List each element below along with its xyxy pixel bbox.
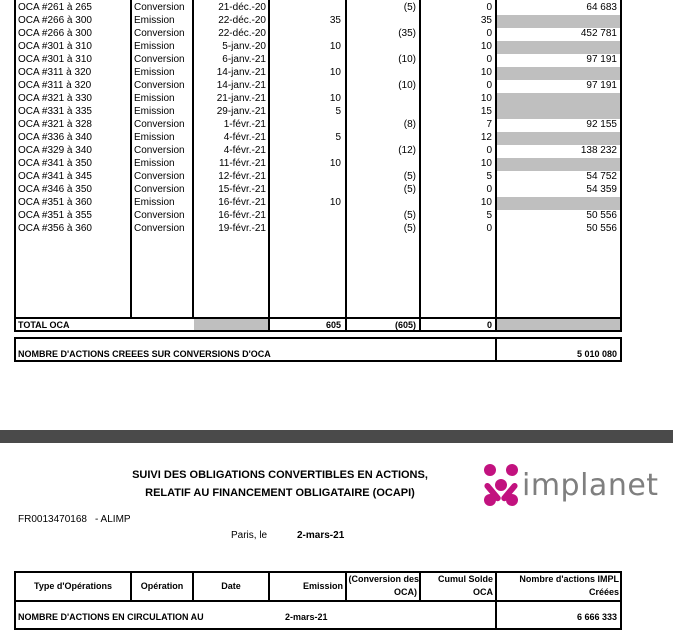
total-gray-cell — [194, 319, 268, 330]
cell-type: OCA #341 à 350 — [18, 158, 92, 169]
cell-conversion: (5) — [403, 184, 416, 195]
cell-type: OCA #331 à 335 — [18, 106, 92, 117]
cell-conversion: (5) — [403, 2, 416, 13]
place-label: Paris, le — [231, 530, 268, 541]
total-conversion: (605) — [394, 320, 416, 330]
summary-label: NOMBRE D'ACTIONS CREEES SUR CONVERSIONS D'OCA — [18, 349, 271, 359]
cell-operation: Emission — [134, 158, 175, 169]
col-border — [14, 0, 16, 331]
cell-date: 22-déc.-20 — [218, 28, 266, 39]
cell-cumul: 0 — [486, 80, 492, 91]
cell-date: 19-févr.-21 — [218, 223, 266, 234]
cell-date: 6-janv.-21 — [222, 54, 266, 65]
implanet-logo — [480, 462, 659, 510]
cell-date: 22-déc.-20 — [218, 15, 266, 26]
cell-cumul: 12 — [480, 132, 492, 143]
cell-emission: 35 — [329, 15, 341, 26]
cell-emission: 10 — [329, 93, 341, 104]
cell-date: 4-févr.-21 — [223, 132, 266, 143]
cell-date: 4-févr.-21 — [223, 145, 266, 156]
cell-cumul: 10 — [480, 158, 492, 169]
col-border — [620, 0, 622, 331]
cell-date: 21-janv.-21 — [216, 93, 266, 104]
cell-cumul: 5 — [486, 171, 492, 182]
cell-type: OCA #321 à 328 — [18, 119, 92, 130]
cell-cumul: 0 — [486, 28, 492, 39]
circulation-label: NOMBRE D'ACTIONS EN CIRCULATION AU — [18, 612, 204, 622]
summary-value: 5 010 080 — [576, 349, 617, 359]
cell-date: 21-déc.-20 — [218, 2, 266, 13]
cell-conversion: (5) — [403, 171, 416, 182]
col-header-cumul-l2: OCA — [473, 587, 493, 597]
cell-type: OCA #351 à 355 — [18, 210, 92, 221]
cell-conversion: (8) — [403, 119, 416, 130]
cell-type: OCA #261 à 265 — [18, 2, 92, 13]
cell-emission: 10 — [329, 197, 341, 208]
cell-actions: 97 191 — [586, 80, 617, 91]
cell-type: OCA #329 à 340 — [18, 145, 92, 156]
col-header-conversion-l1: (Conversion des — [348, 574, 419, 584]
cell-type: OCA #351 à 360 — [18, 197, 92, 208]
cell-operation: Conversion — [134, 223, 185, 234]
col-header-actions-l2: Créées — [588, 587, 619, 597]
cell-type: OCA #266 à 300 — [18, 28, 92, 39]
cell-operation: Conversion — [134, 80, 185, 91]
cell-emission: 10 — [329, 41, 341, 52]
cell-cumul: 7 — [486, 119, 492, 130]
cell-type: OCA #336 à 340 — [18, 132, 92, 143]
cell-conversion: (10) — [398, 54, 416, 65]
cell-actions: 92 155 — [586, 119, 617, 130]
actions-gray-cell — [497, 132, 620, 145]
cell-type: OCA #356 à 360 — [18, 223, 92, 234]
cell-type: OCA #321 à 330 — [18, 93, 92, 104]
cell-date: 15-févr.-21 — [218, 184, 266, 195]
cell-actions: 54 359 — [586, 184, 617, 195]
cell-type: OCA #341 à 345 — [18, 171, 92, 182]
cell-cumul: 15 — [480, 106, 492, 117]
cell-conversion: (5) — [403, 210, 416, 221]
document-title-line2: RELATIF AU FINANCEMENT OBLIGATAIRE (OCAPI) — [145, 487, 415, 499]
cell-operation: Conversion — [134, 54, 185, 65]
cell-emission: 5 — [335, 106, 341, 117]
cell-actions: 97 191 — [586, 54, 617, 65]
cell-actions: 54 752 — [586, 171, 617, 182]
cell-cumul: 35 — [480, 15, 492, 26]
col-border — [130, 0, 132, 318]
cell-cumul: 10 — [480, 41, 492, 52]
cell-actions: 50 556 — [586, 210, 617, 221]
cell-date: 16-févr.-21 — [218, 197, 266, 208]
cell-date: 11-févr.-21 — [218, 158, 266, 169]
cell-type: OCA #346 à 350 — [18, 184, 92, 195]
page-separator — [0, 430, 673, 443]
actions-gray-cell — [497, 15, 620, 28]
cell-operation: Conversion — [134, 184, 185, 195]
header-bottom-border — [14, 600, 622, 602]
cell-date: 12-févr.-21 — [218, 171, 266, 182]
actions-gray-cell — [497, 106, 620, 119]
cell-type: OCA #311 à 320 — [18, 67, 92, 78]
cell-cumul: 10 — [480, 93, 492, 104]
cell-date: 14-janv.-21 — [216, 80, 266, 91]
actions-gray-cell — [497, 93, 620, 106]
cell-operation: Emission — [134, 197, 175, 208]
cell-date: 16-févr.-21 — [218, 210, 266, 221]
cell-cumul: 0 — [486, 2, 492, 13]
cell-date: 1-févr.-21 — [223, 119, 266, 130]
cell-date: 14-janv.-21 — [216, 67, 266, 78]
col-header-emission: Emission — [302, 581, 343, 591]
cell-date: 5-janv.-20 — [222, 41, 266, 52]
cell-conversion: (5) — [403, 223, 416, 234]
total-emission: 605 — [325, 320, 341, 330]
cell-operation: Emission — [134, 67, 175, 78]
cell-actions: 452 781 — [580, 28, 617, 39]
cell-operation: Conversion — [134, 210, 185, 221]
cell-operation: Emission — [134, 132, 175, 143]
cell-cumul: 5 — [486, 210, 492, 221]
cell-operation: Emission — [134, 41, 175, 52]
actions-gray-cell — [497, 197, 620, 210]
col-header-operation: Opération — [140, 581, 184, 591]
cell-conversion: (10) — [398, 80, 416, 91]
cell-operation: Conversion — [134, 145, 185, 156]
cell-conversion: (35) — [398, 28, 416, 39]
total-label: TOTAL OCA — [18, 320, 70, 330]
report-date: 2-mars-21 — [297, 530, 345, 541]
cell-conversion: (12) — [398, 145, 416, 156]
actions-gray-cell — [497, 67, 620, 80]
cell-operation: Conversion — [134, 171, 185, 182]
col-header-actions-l1: Nombre d'actions IMPL — [519, 574, 619, 584]
circulation-date: 2-mars-21 — [285, 612, 328, 622]
actions-gray-cell — [497, 41, 620, 54]
col-border — [345, 0, 347, 331]
document-title-line1: SUIVI DES OBLIGATIONS CONVERTIBLES EN ACTIONS, — [132, 469, 428, 481]
ticker: - ALIMP — [95, 514, 131, 525]
cell-operation: Emission — [134, 15, 175, 26]
circulation-value: 6 666 333 — [576, 612, 617, 622]
cell-emission: 5 — [335, 132, 341, 143]
total-cumul: 0 — [486, 320, 492, 330]
cell-operation: Conversion — [134, 119, 185, 130]
cell-actions: 64 683 — [586, 2, 617, 13]
cell-type: OCA #311 à 320 — [18, 80, 92, 91]
cell-operation: Conversion — [134, 2, 185, 13]
col-header-type: Type d'Opérations — [34, 581, 112, 591]
cell-cumul: 0 — [486, 184, 492, 195]
cell-cumul: 0 — [486, 54, 492, 65]
actions-gray-cell — [497, 158, 620, 171]
cell-cumul: 10 — [480, 67, 492, 78]
isin-code: FR0013470168 — [18, 514, 87, 525]
cell-operation: Emission — [134, 93, 175, 104]
cell-actions: 138 232 — [580, 145, 617, 156]
implanet-mark-icon — [480, 462, 522, 508]
cell-cumul: 10 — [480, 197, 492, 208]
col-header-cumul-l1: Cumul Solde — [437, 574, 493, 584]
cell-type: OCA #301 à 310 — [18, 41, 92, 52]
cell-operation: Conversion — [134, 28, 185, 39]
total-gray-cell — [497, 319, 620, 330]
col-header-conversion-l2: OCA) — [394, 587, 417, 597]
cell-emission: 10 — [329, 67, 341, 78]
cell-type: OCA #301 à 310 — [18, 54, 92, 65]
cell-cumul: 0 — [486, 145, 492, 156]
cell-date: 29-janv.-21 — [216, 106, 266, 117]
logo-wordmark: implanet — [522, 468, 659, 503]
cell-cumul: 0 — [486, 223, 492, 234]
cell-actions: 50 556 — [586, 223, 617, 234]
cell-operation: Emission — [134, 106, 175, 117]
cell-type: OCA #266 à 300 — [18, 15, 92, 26]
col-header-date: Date — [221, 581, 241, 591]
cell-emission: 10 — [329, 158, 341, 169]
